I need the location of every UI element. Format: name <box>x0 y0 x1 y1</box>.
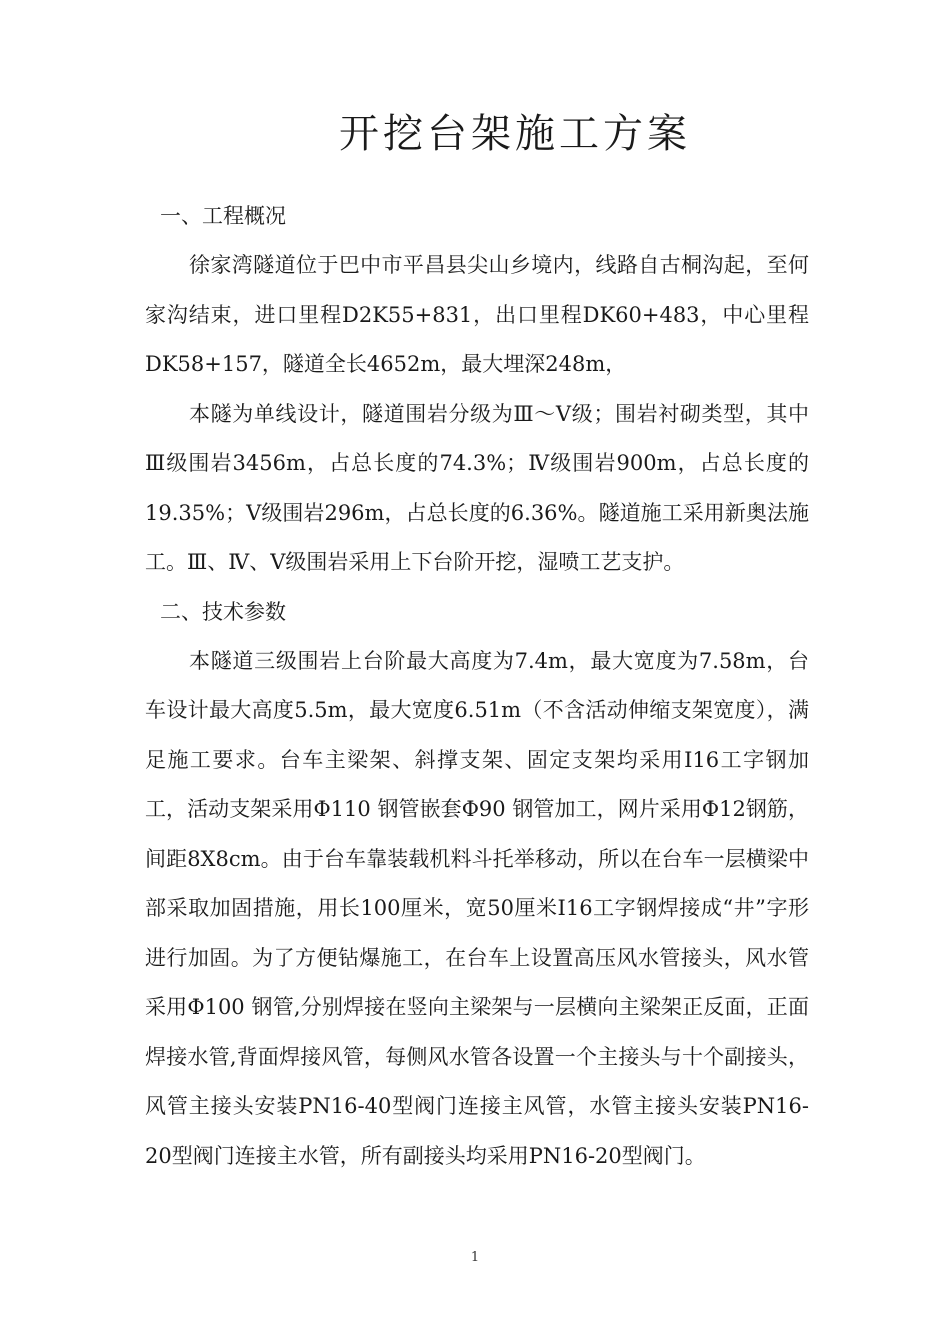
section-heading-overview: 一、工程概况 <box>160 204 286 228</box>
paragraph-tunnel-location: 徐家湾隧道位于巴中市平昌县尖山乡境内，线路自古桐沟起，至何家沟结束，进口里程D2K55+831，出口里程DK60+483，中心里程DK58+157，隧道全长4652m，最大埋深248m， <box>145 253 809 376</box>
paragraph-technical-parameters: 本隧道三级围岩上台阶最大高度为7.4m，最大宽度为7.58m，台车设计最大高度5.5m，最大宽度6.51m（不含活动伸缩支架宽度），满足施工要求。台车主梁架、斜撑支架、固定支架均采用I16工字钢加工，活动支架采用Φ110 钢管嵌套Φ90 钢管加工，网片采用Φ12钢筋，间距8X8cm。由于台车靠装载机料斗托举移动，所以在台车一层横梁中部采取加固措施，用长100厘米，宽50厘米I16工字钢焊接成“井”字形进行加固。为了方便钻爆施工，在台车上设置高压风水管接头，风水管采用Φ100 钢管,分别焊接在竖向主梁架与一层横向主梁架正反面，正面焊接水管,背面焊接风管，每侧风水管各设置一个主接头与十个副接头，风管主接头安装PN16-40型阀门连接主风管，水管主接头安装PN16-20型阀门连接主水管，所有副接头均采用PN16-20型阀门。 <box>145 648 809 1168</box>
paragraph-rock-classification: 本隧为单线设计，隧道围岩分级为Ⅲ～Ⅴ级；围岩衬砌类型，其中Ⅲ级围岩3456m，占总长度的74.3%；Ⅳ级围岩900m，占总长度的19.35%；Ⅴ级围岩296m，占总长度的6.36%。隧道施工采用新奥法施工。Ⅲ、Ⅳ、Ⅴ级围岩采用上下台阶开挖，湿喷工艺支护。 <box>145 401 809 574</box>
document-body <box>145 192 809 1181</box>
document-title: 开挖台架施工方案 <box>339 111 691 157</box>
page-number: 1 <box>470 1250 480 1265</box>
section-heading-technical-parameters: 二、技术参数 <box>160 599 286 624</box>
